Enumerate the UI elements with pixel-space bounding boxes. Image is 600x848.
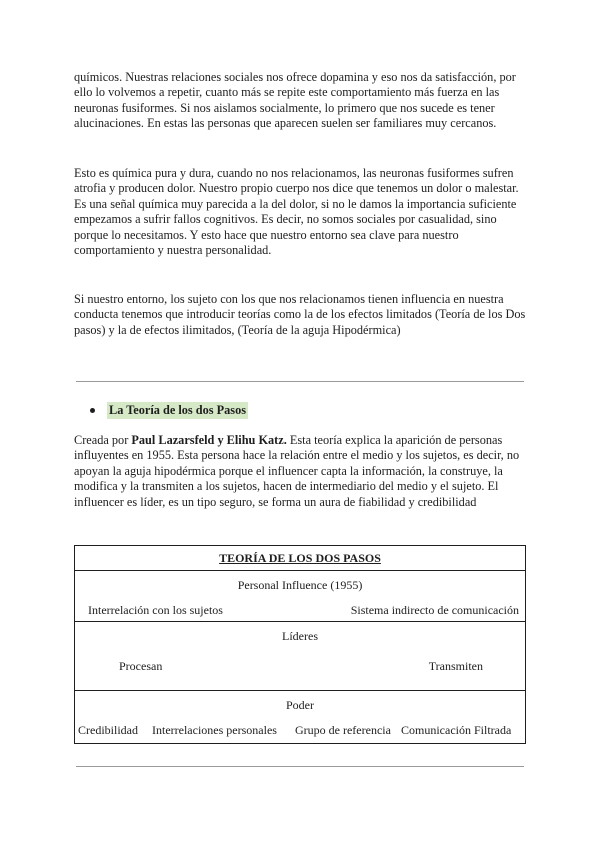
theory-table xyxy=(74,545,526,744)
horizontal-rule-bottom xyxy=(76,766,524,767)
table-row-leaders xyxy=(75,622,526,691)
power-item: Interrelaciones personales xyxy=(152,723,277,737)
table-row-power xyxy=(75,691,526,744)
horizontal-rule-top xyxy=(76,381,524,382)
paragraph-quimica-pura: Esto es química pura y dura, cuando no nos relacionamos, las neuronas fusiformes sufren atrofia y producen dolor. Nuestro propio cuerpo nos dice que tenemos un dolor o malestar. Es una señal química muy parecida a la del dolor, si no le damos la importancia suficiente empezamos a sufrir fallos cognitivos. Es decir, no somos sociales por casualidad, sino porque lo necesitamos. Y esto hace que nuestro entorno sea clave para nuestro comportamiento y nuestra personalidad. xyxy=(74,166,519,258)
influence-right: Sistema indirecto de comunicación xyxy=(350,603,519,617)
section-heading xyxy=(90,402,248,419)
leaders-right: Transmiten xyxy=(428,659,483,673)
section-heading-text: La Teoría de los dos Pasos xyxy=(109,403,247,417)
power-item: Grupo de referencia xyxy=(295,723,391,737)
influence-left: Interrelación con los sujetos xyxy=(88,603,223,617)
leaders-label: Líderes xyxy=(282,629,318,643)
paragraph-quimicos: químicos. Nuestras relaciones sociales nos ofrece dopamina y eso nos da satisfacción, por ello lo volvemos a repetir, cuanto más se repite este comportamiento más fuerza en las neuronas fusiformes. Si nos aislamos socialmente, lo primero que nos sucede es tener alucinaciones. En estas las personas que aparecen suelen ser familiares muy cercanos. xyxy=(74,70,516,131)
table-title: TEORÍA DE LOS DOS PASOS xyxy=(75,546,526,571)
paragraph-entorno: Si nuestro entorno, los sujeto con los que nos relacionamos tienen influencia en nuestra conducta tenemos que introducir teorías como la de los efectos limitados (Teoría de los Dos pasos) y la de efectos ilimitados, (Teoría de la aguja Hipodérmica) xyxy=(74,292,526,337)
power-label: Poder xyxy=(286,698,314,712)
authors-bold: Paul Lazarsfeld y Elihu Katz. xyxy=(131,433,287,447)
paragraph-body: Esta teoría explica la aparición de personas influyentes en 1955. Esta persona hace la relación entre el medio y los sujetos, es decir, no apoyan la aguja hipodérmica porque el influencer capta la información, la construye, la modifica y la transmiten a los sujetos, hacen de intermediario del medio y el sujeto. El influencer es líder, es un tipo seguro, se forma un aura de fiabilidad y credibilidad xyxy=(74,433,520,509)
power-item: Comunicación Filtrada xyxy=(401,723,512,737)
table-row-influence xyxy=(75,571,526,622)
influence-label: Personal Influence (1955) xyxy=(237,578,363,592)
paragraph-prefix: Creada por xyxy=(74,433,132,447)
power-item: Credibilidad xyxy=(78,723,138,737)
bullet-icon xyxy=(90,408,95,413)
paragraph-creada-por xyxy=(74,433,526,510)
leaders-left: Procesan xyxy=(119,659,163,673)
